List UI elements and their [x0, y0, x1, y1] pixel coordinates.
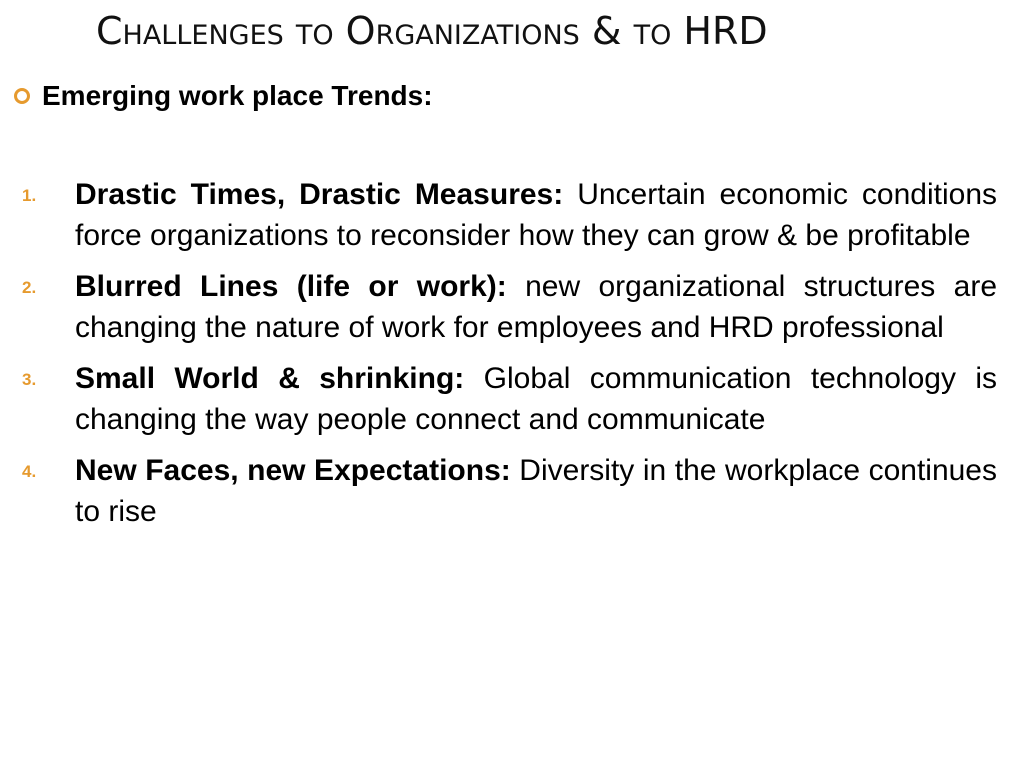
trend-number: 4.: [22, 462, 37, 481]
trend-lead: Blurred Lines (life or work):: [75, 270, 507, 303]
trend-item-2: [0, 266, 1024, 348]
trend-lead: Small World & shrinking:: [75, 362, 465, 395]
trend-lead: Drastic Times, Drastic Measures:: [75, 178, 564, 211]
trend-number: 2.: [22, 278, 37, 297]
trend-text: Global communication technology is changing the way people connect and communicate: [75, 362, 997, 436]
trend-item-1: [0, 174, 1024, 256]
trend-text: Diversity in the workplace continues to rise: [75, 454, 997, 528]
trend-list: [0, 174, 1024, 542]
trend-lead: New Faces, new Expectations:: [75, 454, 511, 487]
trend-number: 1.: [22, 186, 37, 205]
subheading: Emerging work place Trends:: [42, 80, 433, 111]
trend-text: new organizational structures are changing the nature of work for employees and HRD professional: [75, 270, 998, 344]
subheading-row: [14, 76, 433, 116]
trend-number: 3.: [22, 370, 37, 389]
trend-text: Uncertain economic conditions force organizations to reconsider how they can grow & be profitable: [75, 178, 997, 252]
slide-title: Challenges to Organizations & to HRD: [96, 9, 768, 53]
trend-item-3: [0, 358, 1024, 440]
ring-bullet-icon: [14, 88, 30, 104]
trend-item-4: [0, 450, 1024, 532]
